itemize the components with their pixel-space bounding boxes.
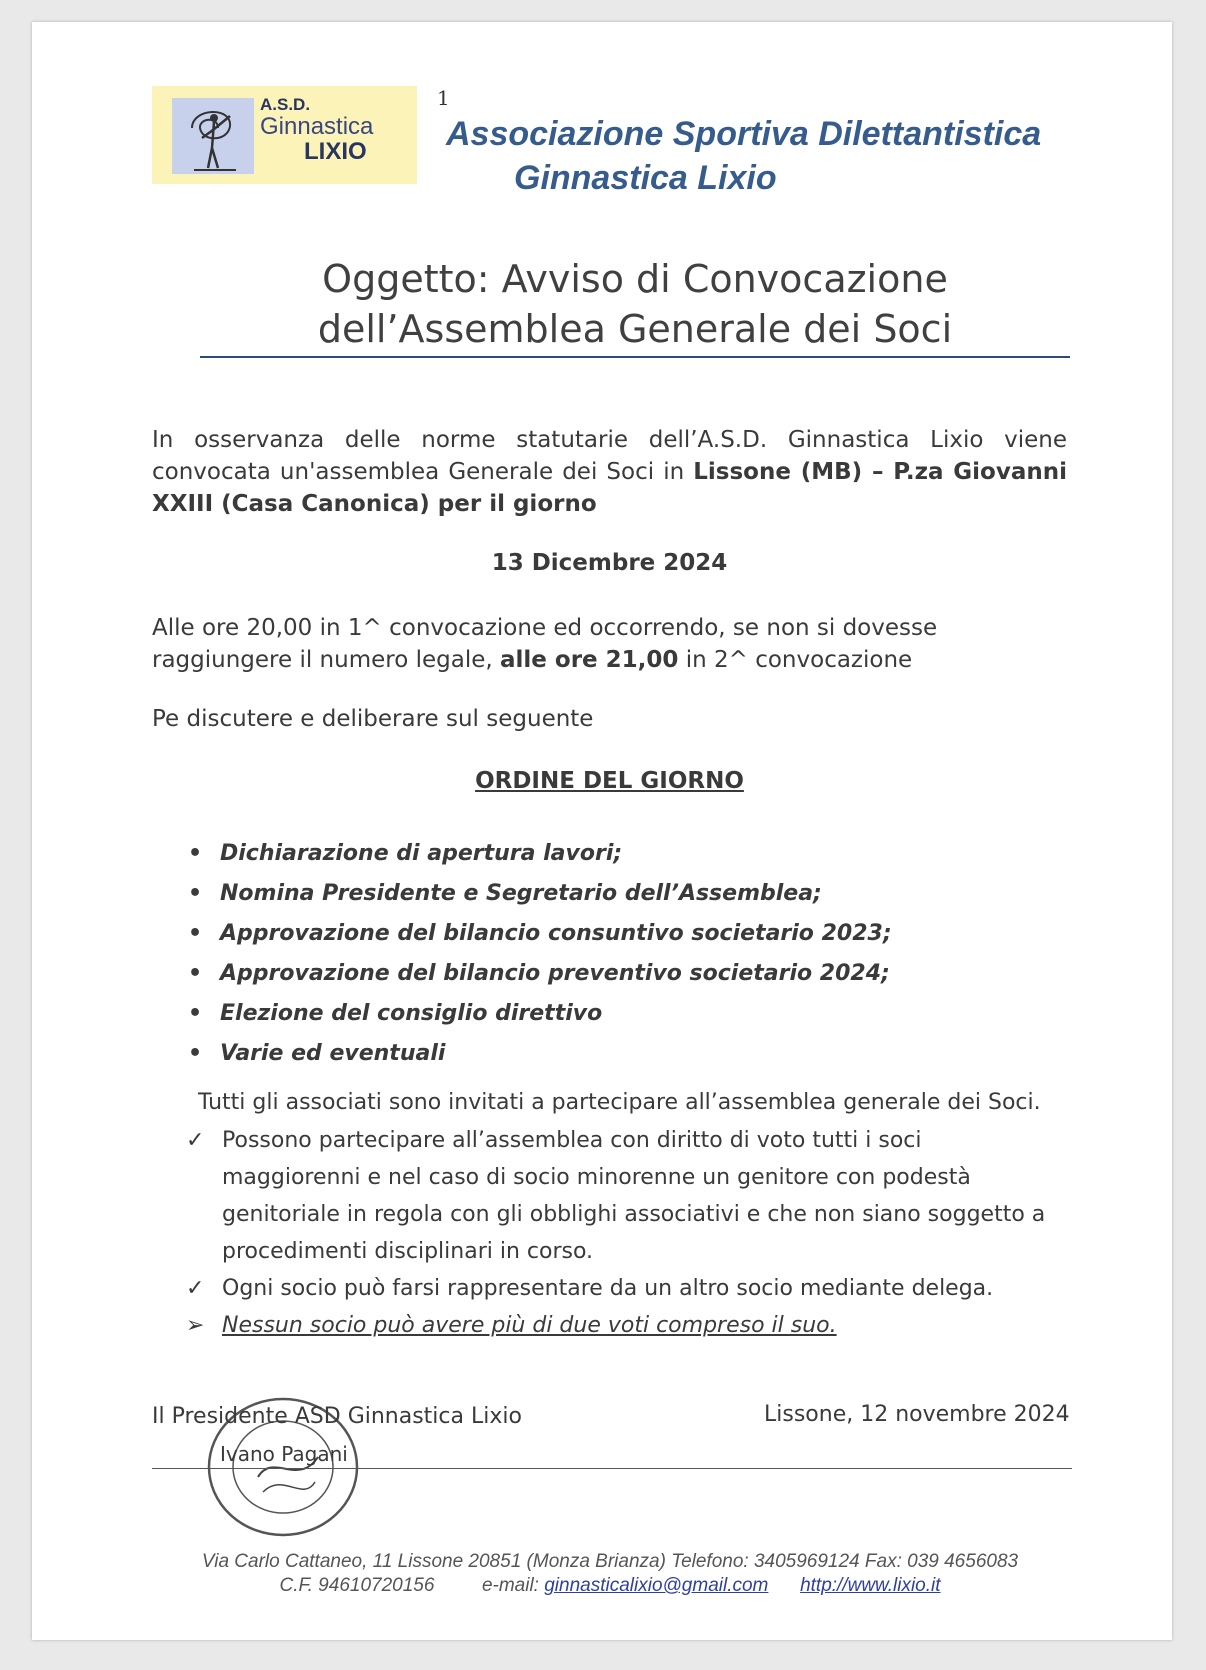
agenda-item (180, 914, 892, 954)
footer-address: Via Carlo Cattaneo, 11 Lissone 20851 (Monza Brianza) Telefono: 3405969124 Fax: 039 4656083 (201, 1551, 1019, 1572)
agenda-item (180, 994, 892, 1034)
check-icon: ✓ (186, 1276, 205, 1301)
second-call-time: alle ore 21,00 (500, 647, 679, 673)
logo-asd: A.S.D. (260, 95, 311, 114)
note-item (186, 1307, 1066, 1344)
agenda-item (180, 874, 892, 914)
note-text: Possono partecipare all’assemblea con diritto di voto tutti i soci maggiorenni e nel caso di socio minorenne un genitore con podestà genitoriale in regola con gli obblighi associativi e che non siano soggetto a procedimenti disciplinari in corso. (222, 1128, 1046, 1264)
agenda-list (180, 834, 892, 1074)
logo-lixio: LIXIO (304, 138, 367, 166)
bullet-icon: • (188, 961, 203, 986)
document-subject (200, 254, 1070, 354)
subject-line-2: dell’Assemblea Generale dei Soci (317, 307, 953, 351)
meeting-location: Lissone (MB) – P.za Giovanni XXIII (Casa Canonica) per il giorno (152, 459, 1067, 517)
organization-name (446, 112, 1041, 200)
meeting-date: 13 Dicembre 2024 (491, 550, 728, 576)
invitation-text: Tutti gli associati sono invitati a partecipare all’assemblea generale dei Soci. (198, 1090, 1041, 1115)
check-icon: ✓ (186, 1128, 205, 1153)
website-link[interactable]: http://www.lixio.it (800, 1575, 941, 1596)
org-line-2: Ginnastica Lixio (514, 159, 777, 197)
place-and-date: Lissone, 12 novembre 2024 (764, 1402, 1070, 1427)
participation-notes (186, 1122, 1066, 1344)
agenda-item (180, 834, 892, 874)
org-line-1: Associazione Sportiva Dilettantistica (446, 115, 1042, 153)
intro-paragraph (152, 424, 1067, 520)
agenda-item-text: Dichiarazione di apertura lavori; (220, 841, 623, 866)
agenda-item-text: Elezione del consiglio direttivo (220, 1001, 603, 1026)
logo-ginnastica: Ginnastica (260, 112, 374, 140)
bullet-icon: • (188, 841, 203, 866)
footer-contacts (150, 1574, 1070, 1598)
president-title: Il Presidente ASD Ginnastica Lixio (152, 1404, 522, 1429)
email-label: e-mail: (481, 1575, 539, 1596)
note-item (186, 1122, 1066, 1270)
signature-line (152, 1468, 1072, 1469)
arrow-icon: ➢ (186, 1313, 205, 1338)
agenda-item-text: Approvazione del bilancio preventivo societario 2024; (220, 961, 890, 986)
bullet-icon: • (188, 881, 203, 906)
meeting-times (152, 612, 1067, 676)
bullet-icon: • (188, 1001, 203, 1026)
bullet-icon: • (188, 1041, 203, 1066)
president-name: Ivano Pagani (220, 1442, 348, 1466)
gymnast-icon (172, 98, 254, 174)
logo-text (260, 96, 373, 164)
intro-text: In osservanza delle norme statutarie dell’A.S.D. Ginnastica Lixio viene convocata un'assemblea Generale dei Soci in (152, 427, 1067, 485)
club-logo (152, 86, 417, 184)
footer (150, 1550, 1070, 1598)
agenda-item (180, 1034, 892, 1074)
note-text: Nessun socio può avere più di due voti compreso il suo. (222, 1313, 837, 1338)
subject-line-1: Oggetto: Avviso di Convocazione (322, 257, 948, 301)
tax-code: C.F. 94610720156 (279, 1575, 435, 1596)
agenda-title: ORDINE DEL GIORNO (475, 768, 744, 794)
agenda-item-text: Approvazione del bilancio consuntivo societario 2023; (220, 921, 892, 946)
times-text: Alle ore 20,00 in 1^ convocazione ed occorrendo, se non si dovesse raggiungere il numero legale, (152, 615, 938, 673)
agenda-item-text: Nomina Presidente e Segretario dell’Assemblea; (220, 881, 822, 906)
purpose-text: Pe discutere e deliberare sul seguente (152, 706, 594, 732)
times-text-end: in 2^ convocazione (678, 647, 913, 673)
agenda-item-text: Varie ed eventuali (220, 1041, 446, 1066)
note-item (186, 1270, 1066, 1307)
subject-divider (200, 356, 1070, 358)
page-mark: 1 (437, 86, 450, 110)
email-link[interactable]: ginnasticalixio@gmail.com (544, 1575, 769, 1596)
bullet-icon: • (188, 921, 203, 946)
note-text: Ogni socio può farsi rappresentare da un altro socio mediante delega. (222, 1276, 994, 1301)
agenda-item (180, 954, 892, 994)
